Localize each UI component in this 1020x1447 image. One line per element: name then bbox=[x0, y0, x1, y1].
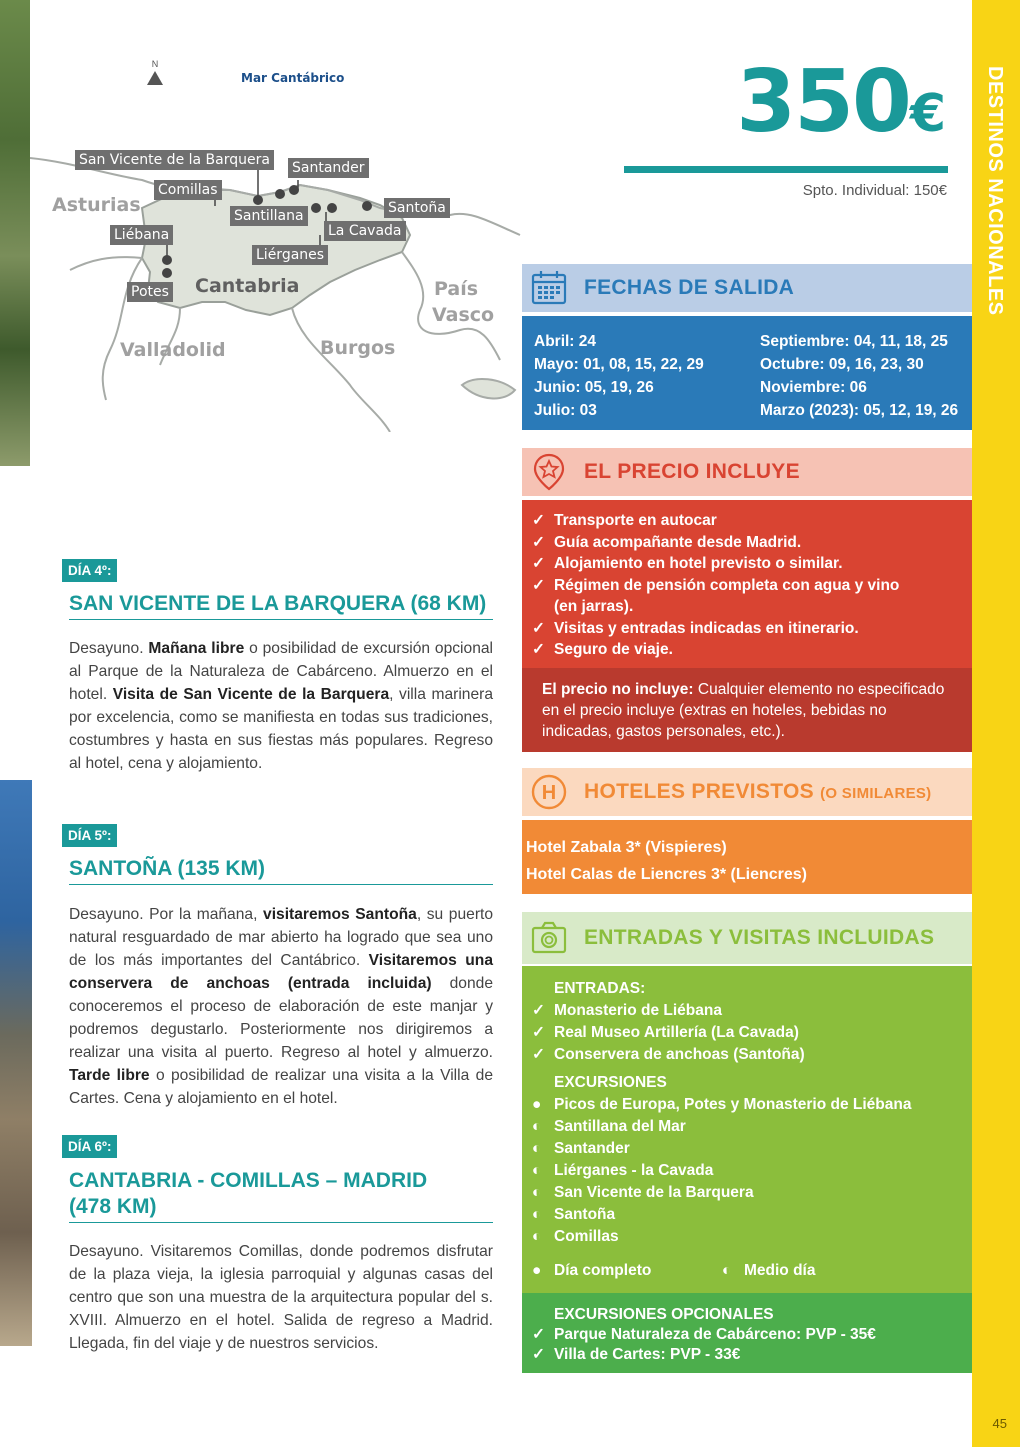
optional-heading: EXCURSIONES OPCIONALES bbox=[554, 1306, 774, 1323]
sea-label: Mar Cantábrico bbox=[241, 71, 345, 85]
day-6-tag: DÍA 6º: bbox=[62, 1135, 117, 1158]
visits-list bbox=[522, 966, 972, 1293]
map-label-lierganes: Liérganes bbox=[252, 245, 328, 265]
list-item: ◐ Santander bbox=[532, 1138, 962, 1160]
price bbox=[736, 52, 946, 176]
legend-half-day: ◐ Medio día bbox=[722, 1260, 912, 1282]
map-label-liebana: Liébana bbox=[110, 225, 173, 245]
price-includes-header bbox=[522, 448, 972, 496]
marker-potes bbox=[162, 268, 172, 278]
excursions-heading: EXCURSIONES bbox=[554, 1074, 667, 1091]
map-shapes bbox=[30, 40, 530, 432]
check-icon: ✓ bbox=[532, 1346, 545, 1363]
half-day-icon: ◐ bbox=[532, 1118, 542, 1135]
list-item: ◐ Comillas bbox=[532, 1226, 962, 1248]
svg-text:H: H bbox=[541, 782, 557, 804]
north-arrow-icon bbox=[147, 71, 163, 85]
price-amount: 350 bbox=[736, 52, 910, 152]
list-item-continuation: (en jarras). bbox=[554, 598, 634, 615]
section-title: DESTINOS NACIONALES bbox=[984, 66, 1006, 316]
day-4-text: Desayuno. Mañana libre o posibilidad de excursión opcional al Parque de la Naturaleza de Cabárceno. Almuerzo en el hotel. Visita de San Vicente de la Barquera, villa marinera por excelencia, como se manifiesta en todas sus tradiciones, costumbres y hasta en sus fiestas más populares. Regreso al hotel, cena y alojamiento. bbox=[69, 640, 494, 772]
hotel-item: Hotel Zabala 3* (Vispieres) bbox=[526, 839, 727, 856]
route-map bbox=[30, 40, 530, 432]
marker-lierganes bbox=[327, 203, 337, 213]
half-day-icon: ◐ bbox=[532, 1206, 542, 1223]
check-icon: ✓ bbox=[532, 555, 545, 572]
map-label-santander: Santander bbox=[288, 158, 369, 178]
price-excludes-text: Cualquier elemento no especificado en el precio incluye (extras en hoteles, bebidas no indicadas, gastos personales, etc.). bbox=[542, 681, 945, 740]
region-valladolid: Valladolid bbox=[120, 339, 226, 361]
optional-excursions bbox=[522, 1293, 972, 1373]
single-supplement: Spto. Individual: 150€ bbox=[802, 182, 947, 199]
day-5-text: Desayuno. Por la mañana, visitaremos Santoña, su puerto natural resguardado de mar abierto ha logrado que sea uno de los más importantes del Cantábrico. Visitaremos una conservera de anchoas (entrada incluida) donde conoceremos el proceso de elaboración de este manjar y podremos degustarlo. Posteriormente nos dirigiremos a realizar una visita al puerto. Regreso al hotel y almuerzo. Tarde libre o posibilidad de realizar una visita a la Villa de Cartes. Cena y alojamiento en el hotel. bbox=[69, 906, 494, 1107]
full-day-icon: ● bbox=[532, 1096, 542, 1113]
date-row: Mayo: 01, 08, 15, 22, 29 bbox=[534, 356, 704, 373]
date-row: Octubre: 09, 16, 23, 30 bbox=[760, 356, 924, 373]
date-row: Marzo (2023): 05, 12, 19, 26 bbox=[760, 402, 959, 419]
list-item: ✓ Alojamiento en hotel previsto o similar. bbox=[532, 553, 962, 575]
half-day-icon: ◐ bbox=[722, 1262, 732, 1279]
hotels-list bbox=[522, 820, 972, 894]
check-icon: ✓ bbox=[532, 619, 545, 637]
check-icon: ✓ bbox=[532, 1024, 545, 1041]
island-shape bbox=[462, 379, 515, 398]
map-label-potes: Potes bbox=[127, 282, 173, 302]
departure-dates-title: FECHAS DE SALIDA bbox=[584, 276, 795, 299]
full-day-icon: ● bbox=[532, 1262, 542, 1279]
list-item: ✓ Seguro de viaje. bbox=[532, 639, 962, 661]
price-includes-list bbox=[522, 500, 972, 668]
map-label-santillana: Santillana bbox=[230, 206, 308, 226]
check-icon: ✓ bbox=[532, 512, 545, 529]
price-excludes bbox=[522, 668, 972, 752]
region-vasco: Vasco bbox=[432, 304, 495, 326]
page-number: 45 bbox=[992, 1416, 1007, 1431]
day-6-text: Desayuno. Visitaremos Comillas, donde podremos disfrutar de la plaza vieja, la iglesia parroquial y algunas casas del centro que son una muestra de la arquitectura popular del s. XVIII. Almuerzo en el hotel. Salida de regreso a Madrid. Llegada, fin del viaje y de nuestros servicios. bbox=[69, 1243, 493, 1352]
half-day-icon: ◐ bbox=[532, 1140, 542, 1157]
departure-dates-header bbox=[522, 264, 972, 312]
calendar-icon bbox=[530, 269, 568, 307]
hotel-icon bbox=[530, 773, 568, 811]
map-label-comillas: Comillas bbox=[154, 180, 222, 200]
date-row: Julio: 03 bbox=[534, 402, 597, 419]
half-day-icon: ◐ bbox=[532, 1162, 542, 1179]
date-row: Junio: 05, 19, 26 bbox=[534, 379, 654, 396]
list-item: ✓ Guía acompañante desde Madrid. bbox=[532, 532, 962, 554]
legend-full-day: ● Día completo bbox=[532, 1260, 722, 1282]
landscape-photo-bottom bbox=[0, 780, 32, 1346]
excursion-legend bbox=[532, 1260, 962, 1282]
price-excludes-label: El precio no incluye: bbox=[542, 681, 694, 698]
marker-santona bbox=[362, 201, 372, 211]
star-badge-icon bbox=[530, 453, 568, 491]
list-item: ✓ Parque Naturaleza de Cabárceno: PVP - 35€ bbox=[532, 1326, 876, 1343]
list-item: ◐ Liérganes - la Cavada bbox=[532, 1160, 962, 1182]
day-5-title: SANTOÑA (135 KM) bbox=[69, 856, 493, 885]
asturias-border bbox=[70, 257, 142, 400]
visits-header bbox=[522, 912, 972, 964]
dates-column-left bbox=[534, 330, 760, 430]
north-label: N bbox=[151, 59, 159, 69]
departure-dates-body bbox=[522, 316, 972, 430]
day-4-title: SAN VICENTE DE LA BARQUERA (68 KM) bbox=[69, 591, 493, 620]
date-row: Septiembre: 04, 11, 18, 25 bbox=[760, 333, 948, 350]
region-burgos: Burgos bbox=[320, 337, 396, 359]
list-item: ✓ Conservera de anchoas (Santoña) bbox=[532, 1044, 962, 1066]
list-item: ✓ Villa de Cartes: PVP - 33€ bbox=[532, 1346, 741, 1363]
landscape-photo-top bbox=[0, 0, 30, 466]
north-indicator bbox=[145, 59, 165, 85]
day-4-tag: DÍA 4º: bbox=[62, 559, 117, 582]
camera-icon bbox=[530, 919, 568, 957]
dates-column-right bbox=[760, 330, 958, 430]
entries-heading: ENTRADAS: bbox=[554, 980, 646, 997]
marker-comillas bbox=[275, 189, 285, 199]
visits-title: ENTRADAS Y VISITAS INCLUIDAS bbox=[584, 926, 935, 949]
check-icon: ✓ bbox=[532, 576, 545, 594]
hotels-title-suffix: (O SIMILARES) bbox=[820, 785, 932, 802]
check-icon: ✓ bbox=[532, 641, 545, 658]
date-row: Noviembre: 06 bbox=[760, 379, 867, 396]
list-item: ✓ Régimen de pensión completa con agua y vino bbox=[532, 575, 962, 597]
half-day-icon: ◐ bbox=[532, 1228, 542, 1245]
half-day-icon: ◐ bbox=[532, 1184, 542, 1201]
list-item: ◐ Santoña bbox=[532, 1204, 962, 1226]
section-sidebar bbox=[972, 0, 1020, 1447]
map-label-santona: Santoña bbox=[384, 198, 450, 218]
day-5-tag: DÍA 5º: bbox=[62, 824, 117, 847]
hotels-header bbox=[522, 768, 972, 816]
check-icon: ✓ bbox=[532, 533, 545, 551]
region-pais: País bbox=[434, 278, 479, 300]
hotel-item: Hotel Calas de Liencres 3* (Liencres) bbox=[526, 866, 807, 883]
hotels-title: HOTELES PREVISTOS (O SIMILARES) bbox=[584, 780, 932, 803]
list-item: ◐ San Vicente de la Barquera bbox=[532, 1182, 962, 1204]
region-cantabria: Cantabria bbox=[195, 275, 300, 297]
list-item: ✓ Visitas y entradas indicadas en itinerario. bbox=[532, 618, 962, 640]
list-item: ◐ Santillana del Mar bbox=[532, 1116, 962, 1138]
day-6-title: CANTABRIA - COMILLAS – MADRID (478 KM) bbox=[69, 1168, 493, 1223]
map-label-la-cavada: La Cavada bbox=[324, 221, 406, 241]
date-row: Abril: 24 bbox=[534, 333, 597, 350]
check-icon: ✓ bbox=[532, 1326, 545, 1343]
price-includes-title: EL PRECIO INCLUYE bbox=[584, 460, 800, 483]
burgos-border bbox=[292, 308, 390, 432]
list-item: ✓ Real Museo Artillería (La Cavada) bbox=[532, 1022, 962, 1044]
check-icon: ✓ bbox=[532, 1002, 545, 1019]
price-divider bbox=[624, 166, 948, 173]
list-item: ● Picos de Europa, Potes y Monasterio de Liébana bbox=[532, 1094, 962, 1116]
map-label-san-vicente: San Vicente de la Barquera bbox=[75, 150, 274, 170]
price-currency: € bbox=[909, 84, 946, 144]
list-item: ✓ Transporte en autocar bbox=[532, 510, 962, 532]
region-asturias: Asturias bbox=[52, 194, 141, 216]
list-item: ✓ Monasterio de Liébana bbox=[532, 1000, 962, 1022]
check-icon: ✓ bbox=[532, 1046, 545, 1063]
marker-santander bbox=[311, 203, 321, 213]
